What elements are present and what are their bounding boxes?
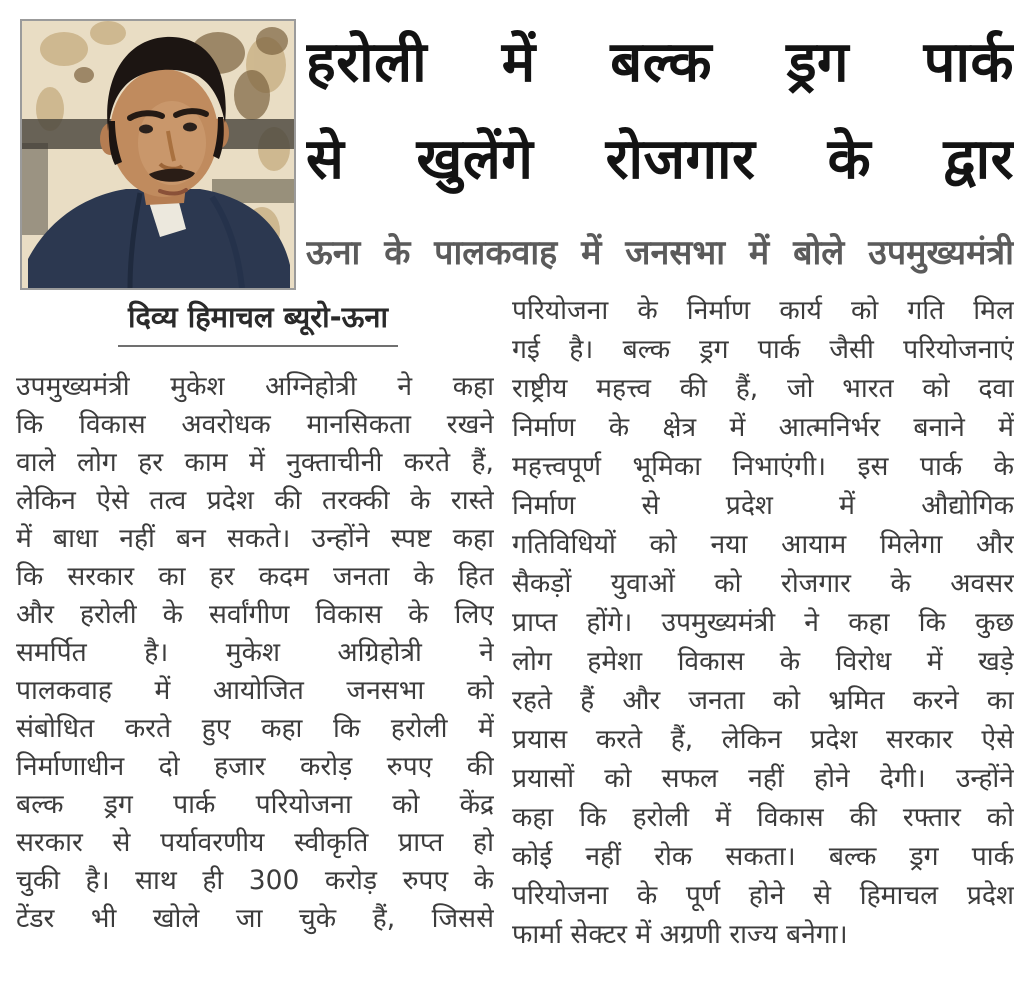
body-column-right xyxy=(512,291,1014,954)
body-column-left xyxy=(16,368,494,938)
body-line: लेकिन ऐसे तत्व प्रदेश की तरक्की के रास्ते xyxy=(16,485,494,516)
body-line: सरकार से पर्यावरणीय स्वीकृति प्राप्त हो xyxy=(16,827,494,858)
body-line: फार्मा सेक्टर में अग्रणी राज्य बनेगा। xyxy=(512,919,848,950)
body-line: चुकी है। साथ ही 300 करोड़ रुपए के xyxy=(16,865,494,896)
body-line: महत्त्वपूर्ण भूमिका निभाएंगी। इस पार्क के xyxy=(512,451,1014,482)
body-line: कहा कि हरोली में विकास की रफ्तार को xyxy=(512,802,1014,833)
body-line: और हरोली के सर्वांगीण विकास के लिए xyxy=(16,599,494,630)
body-line: संबोधित करते हुए कहा कि हरोली में xyxy=(16,713,494,744)
body-line: निर्माण से प्रदेश में औद्योगिक xyxy=(512,490,1014,521)
body-line: पालकवाह में आयोजित जनसभा को xyxy=(16,675,494,706)
portrait-photo xyxy=(20,19,296,290)
body-line: परियोजना के निर्माण कार्य को गति मिल xyxy=(512,295,1014,326)
body-line: वाले लोग हर काम में नुक्ताचीनी करते हैं, xyxy=(16,447,494,478)
body-line: सैकड़ों युवाओं को रोजगार के अवसर xyxy=(512,568,1014,599)
body-line: रहते हैं और जनता को भ्रमित करने का xyxy=(512,685,1014,716)
body-line: कि सरकार का हर कदम जनता के हित xyxy=(16,561,494,592)
body-line: में बाधा नहीं बन सकते। उन्होंने स्पष्ट कहा xyxy=(16,523,494,554)
headline xyxy=(306,14,1014,208)
body-line: राष्ट्रीय महत्त्व की हैं, जो भारत को दवा xyxy=(512,373,1014,404)
headline-line-1: हरोली में बल्क ड्रग पार्क xyxy=(306,30,1014,95)
body-line: उपमुख्यमंत्री मुकेश अग्निहोत्री ने कहा xyxy=(16,371,494,402)
portrait-illustration xyxy=(22,21,294,288)
body-line: परियोजना के पूर्ण होने से हिमाचल प्रदेश xyxy=(512,880,1014,911)
body-line: गतिविधियों को नया आयाम मिलेगा और xyxy=(512,529,1014,560)
byline-text: दिव्य हिमाचल ब्यूरो-ऊना xyxy=(118,297,398,347)
body-line: बल्क ड्रग पार्क परियोजना को केंद्र xyxy=(16,789,494,820)
body-line: कि विकास अवरोधक मानसिकता रखने xyxy=(16,409,494,440)
subheadline: ऊना के पालकवाह में जनसभा में बोले उपमुख्यमंत्री xyxy=(306,233,1014,273)
body-line: प्रयास करते हैं, लेकिन प्रदेश सरकार ऐसे xyxy=(512,724,1014,755)
body-line: गई है। बल्क ड्रग पार्क जैसी परियोजनाएं xyxy=(512,334,1014,365)
body-line: लोग हमेशा विकास के विरोध में खड़े xyxy=(512,646,1014,677)
body-line: प्राप्त होंगे। उपमुख्यमंत्री ने कहा कि कुछ xyxy=(512,607,1014,638)
body-line: कोई नहीं रोक सकता। बल्क ड्रग पार्क xyxy=(512,841,1014,872)
body-line: निर्माणाधीन दो हजार करोड़ रुपए की xyxy=(16,751,494,782)
body-line: निर्माण के क्षेत्र में आत्मनिर्भर बनाने में xyxy=(512,412,1014,443)
byline xyxy=(20,297,496,347)
body-line: प्रयासों को सफल नहीं होने देगी। उन्होंने xyxy=(512,763,1014,794)
body-line: टेंडर भी खोले जा चुके हैं, जिससे xyxy=(16,903,494,934)
body-line: समर्पित है। मुकेश अग्रिहोत्री ने xyxy=(16,637,494,668)
headline-line-2: से खुलेंगे रोजगार के द्वार xyxy=(306,127,1014,192)
